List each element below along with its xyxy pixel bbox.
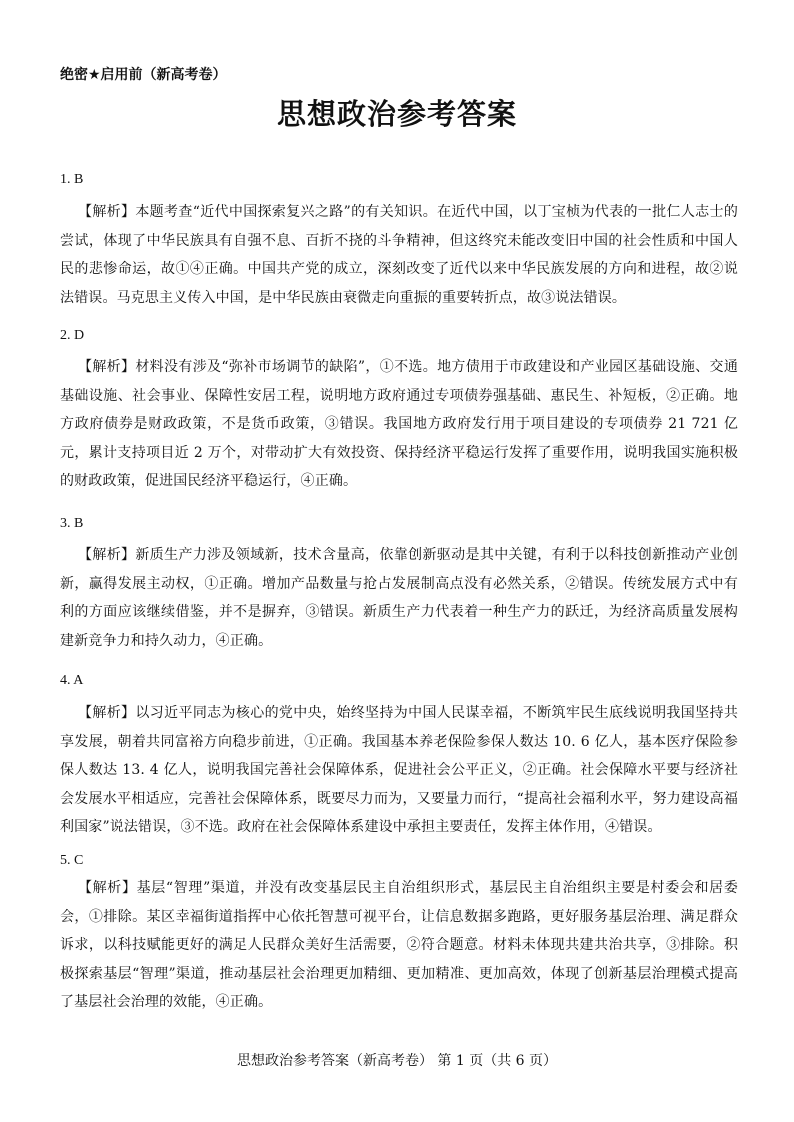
answer-analysis: 【解析】以习近平同志为核心的党中央，始终坚持为中国人民谋幸福，不断筑牢民生底线说明我国坚持共享发展，朝着共同富裕方向稳步前进，①正确。我国基本养老保险参保人数达 10. 6 亿人，基本医疗保险参保人数达 13. 4 亿人，说明我国完善社会保障体系，促进社会公平正义，②正确。社会保障水平要与经济社会发展水平相适应，完善社会保障体系，既要尽力而为，又要量力而行，“提高社会福利水平，努力建设高福利国家”说法错误，③不选。政府在社会保障体系建设中承担主要责任，发挥主体作用，④错误。 <box>60 705 738 836</box>
page-title: 思想政治参考答案 <box>276 97 517 131</box>
answer-analysis: 【解析】基层“智理”渠道，并没有改变基层民主自治组织形式，基层民主自治组织主要是村委会和居委会，①排除。某区幸福街道指挥中心依托智慧可视平台，让信息数据多跑路，更好服务基层治理、满足群众诉求，以科技赋能更好的满足人民群众美好生活需要，②符合题意。材料未体现共建共治共享，③排除。积极探索基层“智理”渠道，推动基层社会治理更加精细、更加精准、更加高效，体现了创新基层治理模式提高了基层社会治理的效能，④正确。 <box>60 880 738 1011</box>
question-number: 3. B <box>60 516 84 531</box>
page-footer: 思想政治参考答案（新高考卷） 第 1 页（共 6 页） <box>236 1053 558 1069</box>
confidential-label: 绝密★启用前（新高考卷） <box>60 67 227 83</box>
answer-analysis: 【解析】新质生产力涉及领域新，技术含量高，依靠创新驱动是其中关键，有利于以科技创新推动产业创新，赢得发展主动权，①正确。增加产品数量与抢占发展制高点没有必然关系，②错误。传统发展方式中有利的方面应该继续借鉴，并不是摒弃，③错误。新质生产力代表着一种生产力的跃迁，为经济高质量发展构建新竞争力和持久动力，④正确。 <box>60 547 738 649</box>
question-number: 1. B <box>60 172 84 187</box>
answer-analysis: 【解析】材料没有涉及“弥补市场调节的缺陷”，①不选。地方债用于市政建设和产业园区基础设施、交通基础设施、社会事业、保障性安居工程，说明地方政府通过专项债券强基础、惠民生、补短板，②正确。地方政府债券是财政政策，不是货币政策，③错误。我国地方政府发行用于项目建设的专项债券 21 721 亿元，累计支持项目近 2 万个，对带动扩大有效投资、保持经济平稳运行发挥了重要作用，说明我国实施积极的财政政策，促进国民经济平稳运行，④正确。 <box>60 359 738 490</box>
answer-analysis: 【解析】本题考查“近代中国探索复兴之路”的有关知识。在近代中国，以丁宝桢为代表的一批仁人志士的尝试，体现了中华民族具有自强不息、百折不挠的斗争精神，但这终究未能改变旧中国的社会性质和中国人民的悲惨命运，故①④正确。中国共产党的成立，深刻改变了近代以来中华民族发展的方向和进程，故②说法错误。马克思主义传入中国，是中华民族由衰微走向重振的重要转折点，故③说法错误。 <box>60 204 738 306</box>
question-number: 2. D <box>60 328 85 343</box>
question-number: 5. C <box>60 853 84 868</box>
question-number: 4. A <box>60 673 84 688</box>
